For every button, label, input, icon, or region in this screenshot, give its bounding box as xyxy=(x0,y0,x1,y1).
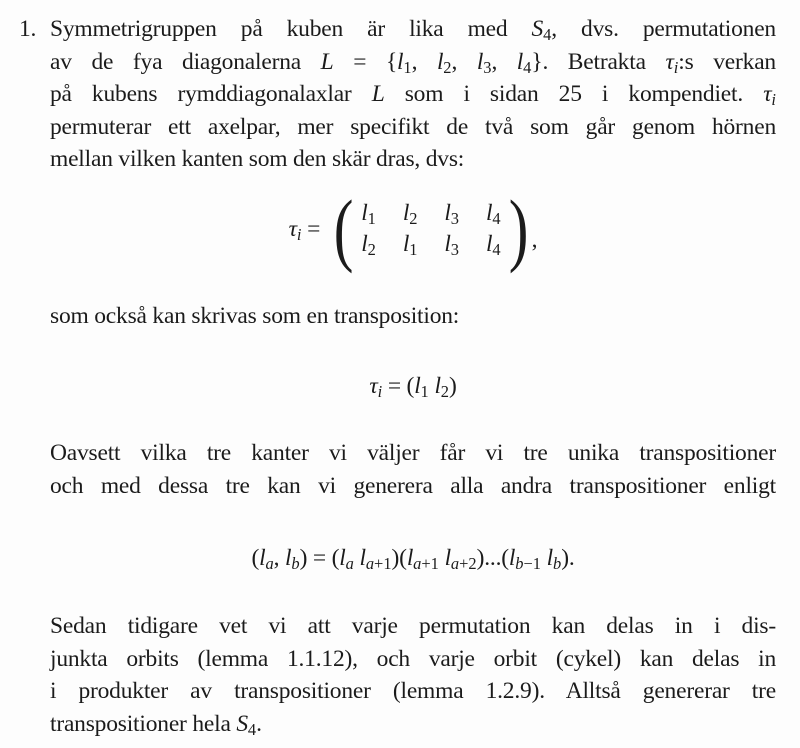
equation-trailing-comma: , xyxy=(531,227,538,254)
text-line: mellan vilken kanten som den skär dras, dvs: xyxy=(50,146,465,173)
matrix-cell: $l_3$ xyxy=(444,230,459,259)
matrix-cell: $l_1$ xyxy=(402,230,418,259)
text-line: transpositioner hela $S_4$. xyxy=(50,710,262,739)
text-line: i produkter av transpositioner (lemma 1.2.9). Alltså genererar tre xyxy=(50,678,776,705)
equation-lhs: $\tau_i$ = xyxy=(288,215,321,244)
text-line: av de fya diagonalerna $L = \{l_1$, $l_2$, $l_3$, $l_4$}. Betrakta $\tau_i:s$ verkan xyxy=(50,48,776,77)
paragraph-conclusion xyxy=(50,610,776,740)
equation-body: ($l_a$, $l_b) = (l_a$ $l_{a+1})(l_{a+1}$ $l_{a+2})...(l_{b-1}$ $l_b$). xyxy=(251,545,575,574)
matrix-cell: $l_3$ xyxy=(444,199,459,228)
equation-permutation-matrix xyxy=(50,182,776,274)
matrix-cell: $l_4$ xyxy=(485,199,501,228)
matrix-cell: $l_2$ xyxy=(402,199,418,228)
text-line: Oavsett vilka tre kanter vi väljer får vi tre unika transpositioner xyxy=(50,440,776,467)
matrix-cell: $l_4$ xyxy=(485,230,501,259)
text-line: och med dessa tre kan vi generera alla andra transpositioner enligt xyxy=(50,472,776,499)
text-line: permuterar ett axelpar, mer specifikt de två som går genom hörnen xyxy=(50,113,776,140)
equation-general-transposition xyxy=(50,542,776,575)
paragraph-intro xyxy=(50,13,776,176)
text-line: på kubens rymddiagonalaxlar L som i sidan 25 i kompendiet. $\tau_i$ xyxy=(50,81,776,110)
paragraph-transposition-intro xyxy=(50,300,776,333)
text-line: Symmetrigruppen på kuben är lika med $S_4$, dvs. permutationen xyxy=(50,16,776,44)
permutation-matrix xyxy=(357,198,504,260)
text-line: junkta orbits (lemma 1.1.12), och varje orbit (cykel) kan delas in xyxy=(50,645,776,672)
text-line: som också kan skrivas som en transposition: xyxy=(50,302,460,329)
equation-body: $\tau_i = (l_1$ $l_2$) xyxy=(369,372,457,401)
matrix-cell: $l_1$ xyxy=(361,199,376,228)
equation-transposition xyxy=(50,370,776,403)
list-item-number: 1. xyxy=(19,16,37,42)
text-line: Sedan tidigare vet vi att varje permutation kan delas in i dis- xyxy=(50,612,776,639)
matrix-cell: $l_2$ xyxy=(361,230,376,259)
right-paren: ) xyxy=(508,182,528,274)
left-paren: ( xyxy=(333,182,354,274)
paragraph-generators xyxy=(50,437,776,502)
